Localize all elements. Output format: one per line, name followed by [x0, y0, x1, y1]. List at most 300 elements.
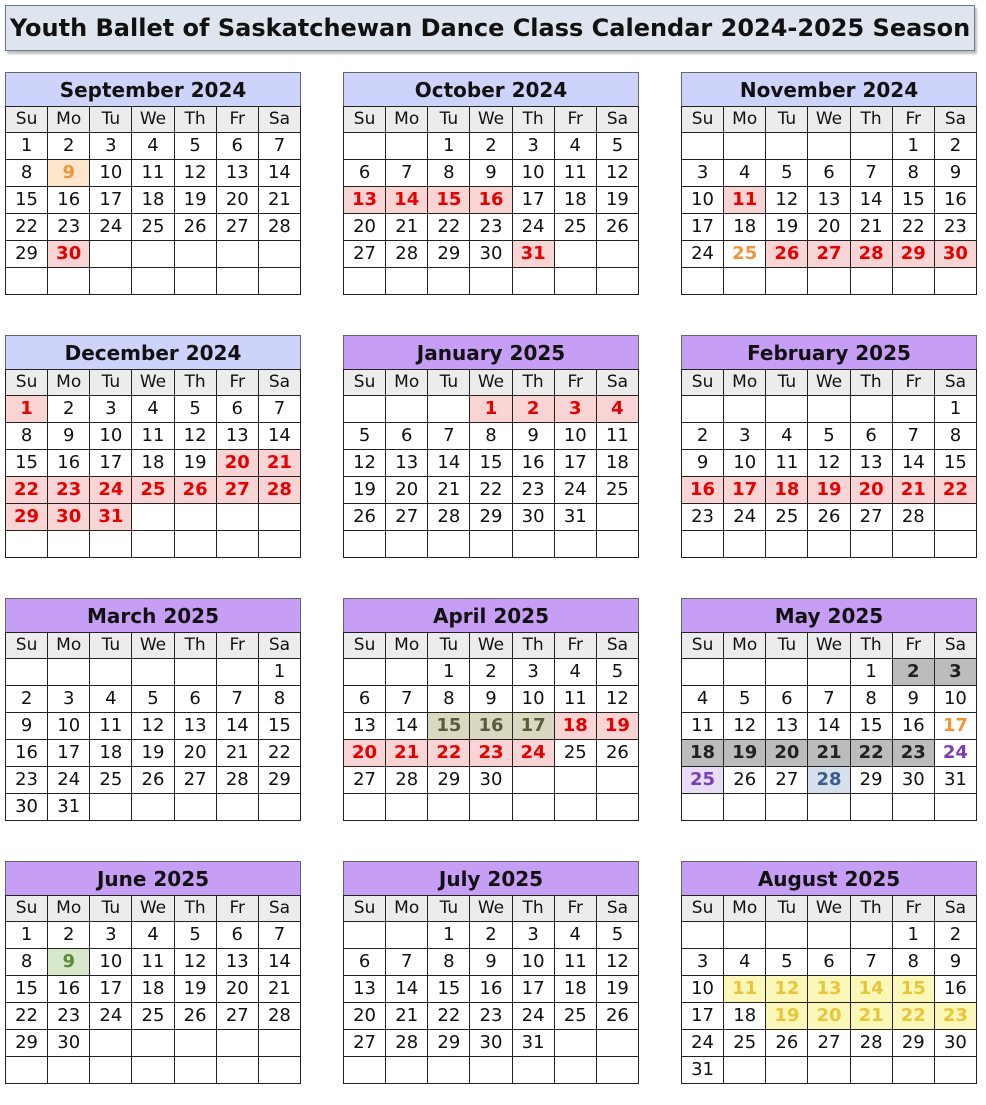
day-cell: 18	[132, 187, 174, 214]
day-cell: 4	[90, 686, 132, 713]
week-row	[344, 396, 639, 423]
day-cell: 21	[386, 214, 428, 241]
day-cell: 24	[48, 767, 90, 794]
week-row	[682, 450, 977, 477]
empty-cell	[470, 268, 512, 295]
day-cell: 20	[808, 1003, 850, 1030]
day-cell: 1	[6, 133, 48, 160]
day-cell: 12	[596, 686, 638, 713]
day-cell: 17	[512, 713, 554, 740]
day-cell: 5	[344, 423, 386, 450]
day-cell: 13	[808, 187, 850, 214]
weekday-header: Sa	[258, 896, 300, 922]
day-cell: 19	[344, 477, 386, 504]
day-cell: 17	[90, 187, 132, 214]
day-cell: 25	[554, 740, 596, 767]
day-cell: 11	[554, 160, 596, 187]
day-cell: 3	[48, 686, 90, 713]
weekday-header: Su	[682, 896, 724, 922]
empty-cell	[428, 268, 470, 295]
empty-cell	[132, 794, 174, 821]
day-cell: 7	[850, 949, 892, 976]
empty-cell	[216, 241, 258, 268]
day-cell: 13	[174, 713, 216, 740]
weekday-header: Fr	[216, 107, 258, 133]
weekday-header: Sa	[596, 633, 638, 659]
day-cell: 6	[344, 160, 386, 187]
day-cell: 8	[428, 949, 470, 976]
day-cell: 26	[174, 477, 216, 504]
day-cell: 9	[682, 450, 724, 477]
empty-cell	[344, 133, 386, 160]
day-cell: 3	[682, 949, 724, 976]
week-row	[682, 976, 977, 1003]
empty-cell	[850, 1057, 892, 1084]
day-cell: 31	[512, 241, 554, 268]
day-cell: 16	[682, 477, 724, 504]
day-cell: 30	[48, 504, 90, 531]
empty-cell	[766, 922, 808, 949]
weekday-header: Fr	[892, 370, 934, 396]
week-row	[6, 396, 301, 423]
week-row	[344, 133, 639, 160]
day-cell: 4	[554, 133, 596, 160]
day-cell: 18	[554, 713, 596, 740]
week-row	[6, 659, 301, 686]
day-cell: 7	[892, 423, 934, 450]
day-cell: 23	[512, 477, 554, 504]
day-cell: 26	[596, 1003, 638, 1030]
empty-cell	[808, 133, 850, 160]
empty-cell	[766, 794, 808, 821]
weekday-header: Th	[850, 633, 892, 659]
weekday-header: We	[808, 896, 850, 922]
day-cell: 20	[344, 740, 386, 767]
day-cell: 13	[386, 450, 428, 477]
day-cell: 28	[892, 504, 934, 531]
month-november-2024	[681, 72, 977, 295]
day-cell: 14	[850, 976, 892, 1003]
week-row	[682, 1057, 977, 1084]
day-cell: 26	[766, 241, 808, 268]
empty-cell	[596, 504, 638, 531]
day-cell: 27	[808, 241, 850, 268]
empty-cell	[258, 241, 300, 268]
day-cell: 14	[258, 160, 300, 187]
day-cell: 10	[512, 160, 554, 187]
empty-cell	[808, 659, 850, 686]
weekday-header: Sa	[934, 633, 976, 659]
day-cell: 23	[6, 767, 48, 794]
month-march-2025	[5, 598, 301, 821]
empty-cell	[174, 794, 216, 821]
day-cell: 8	[934, 423, 976, 450]
month-title: December 2024	[5, 335, 301, 369]
weekday-header: We	[808, 633, 850, 659]
day-cell: 21	[386, 1003, 428, 1030]
day-cell: 26	[132, 767, 174, 794]
day-cell: 16	[892, 713, 934, 740]
day-cell: 18	[132, 450, 174, 477]
empty-cell	[216, 504, 258, 531]
day-cell: 7	[216, 686, 258, 713]
week-row	[344, 214, 639, 241]
week-row	[6, 241, 301, 268]
day-cell: 11	[554, 686, 596, 713]
day-cell: 8	[850, 686, 892, 713]
day-cell: 30	[934, 1030, 976, 1057]
empty-cell	[554, 241, 596, 268]
week-row	[682, 423, 977, 450]
day-cell: 6	[386, 423, 428, 450]
weekday-header: Tu	[428, 896, 470, 922]
weekday-header: Th	[512, 896, 554, 922]
week-row	[6, 740, 301, 767]
day-cell: 12	[596, 949, 638, 976]
weekday-header: Mo	[386, 633, 428, 659]
day-cell: 25	[554, 214, 596, 241]
day-cell: 23	[682, 504, 724, 531]
day-cell: 14	[386, 187, 428, 214]
day-cell: 4	[724, 160, 766, 187]
empty-cell	[682, 794, 724, 821]
empty-cell	[766, 133, 808, 160]
day-cell: 8	[892, 160, 934, 187]
weekday-header: Mo	[724, 633, 766, 659]
weekday-header: We	[132, 633, 174, 659]
week-row	[6, 1057, 301, 1084]
week-row	[344, 477, 639, 504]
weekday-header: Mo	[48, 107, 90, 133]
day-cell: 30	[470, 1030, 512, 1057]
week-row	[682, 504, 977, 531]
empty-cell	[682, 659, 724, 686]
day-cell: 20	[344, 1003, 386, 1030]
day-cell: 1	[428, 922, 470, 949]
day-cell: 14	[258, 949, 300, 976]
day-cell: 9	[934, 949, 976, 976]
day-cell: 6	[808, 160, 850, 187]
empty-cell	[386, 1057, 428, 1084]
month-title: May 2025	[681, 598, 977, 632]
empty-cell	[90, 794, 132, 821]
empty-cell	[132, 659, 174, 686]
empty-cell	[808, 396, 850, 423]
day-cell: 27	[344, 241, 386, 268]
day-cell: 4	[554, 659, 596, 686]
weekday-header: Fr	[892, 107, 934, 133]
day-cell: 6	[216, 133, 258, 160]
empty-cell	[470, 794, 512, 821]
day-cell: 19	[132, 740, 174, 767]
month-august-2025	[681, 861, 977, 1084]
weekday-header: Sa	[934, 370, 976, 396]
day-cell: 10	[512, 949, 554, 976]
day-cell: 16	[934, 976, 976, 1003]
week-row	[344, 450, 639, 477]
day-cell: 15	[428, 187, 470, 214]
day-cell: 16	[934, 187, 976, 214]
day-cell: 8	[258, 686, 300, 713]
day-cell: 13	[216, 423, 258, 450]
day-cell: 5	[596, 133, 638, 160]
day-cell: 22	[6, 214, 48, 241]
day-cell: 23	[892, 740, 934, 767]
day-cell: 5	[808, 423, 850, 450]
weekday-header: Sa	[934, 107, 976, 133]
weekday-header: Tu	[428, 633, 470, 659]
day-cell: 18	[90, 740, 132, 767]
day-cell: 2	[48, 922, 90, 949]
day-cell: 20	[386, 477, 428, 504]
day-cell: 30	[48, 1030, 90, 1057]
day-cell: 27	[766, 767, 808, 794]
day-cell: 19	[596, 976, 638, 1003]
week-row	[6, 504, 301, 531]
day-cell: 23	[934, 214, 976, 241]
week-row	[682, 713, 977, 740]
weekday-header: Mo	[48, 633, 90, 659]
empty-cell	[850, 531, 892, 558]
day-cell: 16	[48, 976, 90, 1003]
day-cell: 22	[892, 1003, 934, 1030]
day-cell: 29	[428, 241, 470, 268]
day-cell: 11	[132, 423, 174, 450]
week-row	[344, 976, 639, 1003]
weekday-header: Mo	[386, 107, 428, 133]
day-cell: 1	[934, 396, 976, 423]
day-cell: 23	[48, 477, 90, 504]
day-cell: 8	[6, 423, 48, 450]
weekday-header: We	[132, 370, 174, 396]
day-cell: 21	[216, 740, 258, 767]
week-row	[6, 268, 301, 295]
day-cell: 20	[344, 214, 386, 241]
day-cell: 9	[934, 160, 976, 187]
day-cell: 17	[90, 976, 132, 1003]
day-cell: 13	[344, 976, 386, 1003]
week-row	[682, 187, 977, 214]
day-cell: 5	[174, 922, 216, 949]
weekday-header: Su	[682, 107, 724, 133]
week-row	[6, 1003, 301, 1030]
empty-cell	[90, 241, 132, 268]
empty-cell	[90, 1030, 132, 1057]
day-cell: 27	[174, 767, 216, 794]
day-cell: 17	[682, 1003, 724, 1030]
day-cell: 12	[174, 423, 216, 450]
day-cell: 15	[6, 187, 48, 214]
empty-cell	[808, 922, 850, 949]
day-cell: 10	[48, 713, 90, 740]
day-cell: 31	[682, 1057, 724, 1084]
weekday-header: Su	[344, 633, 386, 659]
week-row	[344, 504, 639, 531]
day-cell: 13	[766, 713, 808, 740]
day-cell: 26	[596, 214, 638, 241]
day-cell: 10	[682, 187, 724, 214]
week-row	[344, 794, 639, 821]
day-cell: 21	[386, 740, 428, 767]
day-cell: 29	[6, 504, 48, 531]
day-cell: 25	[724, 1030, 766, 1057]
week-row	[682, 686, 977, 713]
week-row	[6, 794, 301, 821]
day-cell: 6	[216, 922, 258, 949]
week-row	[682, 659, 977, 686]
day-cell: 15	[6, 976, 48, 1003]
empty-cell	[386, 133, 428, 160]
day-cell: 21	[808, 740, 850, 767]
week-row	[344, 1030, 639, 1057]
empty-cell	[724, 396, 766, 423]
week-row	[344, 531, 639, 558]
empty-cell	[344, 1057, 386, 1084]
empty-cell	[48, 1057, 90, 1084]
empty-cell	[596, 767, 638, 794]
empty-cell	[174, 504, 216, 531]
empty-cell	[132, 1057, 174, 1084]
day-cell: 14	[216, 713, 258, 740]
empty-cell	[258, 504, 300, 531]
week-row	[682, 1003, 977, 1030]
day-cell: 25	[682, 767, 724, 794]
day-cell: 9	[48, 949, 90, 976]
day-cell: 8	[6, 949, 48, 976]
empty-cell	[934, 268, 976, 295]
day-cell: 2	[682, 423, 724, 450]
day-cell: 3	[512, 133, 554, 160]
day-cell: 26	[174, 214, 216, 241]
day-cell: 8	[6, 160, 48, 187]
weekday-header: Sa	[258, 370, 300, 396]
week-row	[682, 268, 977, 295]
empty-cell	[596, 241, 638, 268]
day-cell: 6	[850, 423, 892, 450]
empty-cell	[934, 504, 976, 531]
weekday-header: Fr	[554, 370, 596, 396]
weekday-header: Mo	[724, 896, 766, 922]
day-cell: 22	[6, 1003, 48, 1030]
week-row	[6, 767, 301, 794]
empty-cell	[766, 1057, 808, 1084]
day-cell: 24	[554, 477, 596, 504]
weekday-header: Fr	[554, 633, 596, 659]
day-cell: 31	[934, 767, 976, 794]
day-cell: 9	[470, 949, 512, 976]
empty-cell	[386, 268, 428, 295]
day-cell: 14	[808, 713, 850, 740]
empty-cell	[174, 241, 216, 268]
week-row	[682, 949, 977, 976]
day-cell: 23	[470, 214, 512, 241]
weekday-header: We	[132, 896, 174, 922]
empty-cell	[724, 794, 766, 821]
week-row	[6, 160, 301, 187]
day-cell: 19	[174, 450, 216, 477]
day-cell: 21	[258, 450, 300, 477]
day-cell: 25	[132, 1003, 174, 1030]
empty-cell	[554, 767, 596, 794]
day-cell: 30	[934, 241, 976, 268]
month-title: October 2024	[343, 72, 639, 106]
empty-cell	[386, 659, 428, 686]
day-cell: 12	[596, 160, 638, 187]
empty-cell	[428, 396, 470, 423]
day-cell: 11	[554, 949, 596, 976]
weekday-header: Sa	[934, 896, 976, 922]
weekday-header: We	[470, 633, 512, 659]
day-cell: 22	[428, 214, 470, 241]
day-cell: 15	[892, 976, 934, 1003]
day-cell: 1	[6, 922, 48, 949]
week-row	[344, 922, 639, 949]
day-cell: 2	[48, 396, 90, 423]
day-cell: 4	[132, 396, 174, 423]
empty-cell	[808, 794, 850, 821]
day-cell: 5	[724, 686, 766, 713]
day-cell: 16	[470, 976, 512, 1003]
empty-cell	[512, 767, 554, 794]
weekday-header: Fr	[892, 896, 934, 922]
day-cell: 25	[132, 214, 174, 241]
day-cell: 24	[934, 740, 976, 767]
week-row	[682, 214, 977, 241]
day-cell: 27	[216, 1003, 258, 1030]
day-cell: 17	[934, 713, 976, 740]
day-cell: 21	[892, 477, 934, 504]
week-row	[6, 531, 301, 558]
weekday-header: Mo	[724, 107, 766, 133]
day-cell: 15	[934, 450, 976, 477]
day-cell: 14	[258, 423, 300, 450]
month-may-2025	[681, 598, 977, 821]
day-cell: 19	[808, 477, 850, 504]
day-cell: 3	[724, 423, 766, 450]
empty-cell	[48, 268, 90, 295]
day-cell: 18	[724, 214, 766, 241]
day-cell: 23	[470, 740, 512, 767]
month-february-2025	[681, 335, 977, 558]
weekday-header: Mo	[724, 370, 766, 396]
day-cell: 1	[258, 659, 300, 686]
empty-cell	[934, 794, 976, 821]
day-cell: 7	[850, 160, 892, 187]
empty-cell	[682, 922, 724, 949]
day-cell: 3	[682, 160, 724, 187]
weekday-header: Mo	[48, 896, 90, 922]
day-cell: 1	[428, 659, 470, 686]
day-cell: 27	[216, 214, 258, 241]
day-cell: 6	[766, 686, 808, 713]
day-cell: 17	[90, 450, 132, 477]
day-cell: 3	[90, 133, 132, 160]
day-cell: 18	[132, 976, 174, 1003]
day-cell: 9	[6, 713, 48, 740]
day-cell: 29	[6, 241, 48, 268]
day-cell: 16	[48, 187, 90, 214]
weekday-header: Tu	[766, 896, 808, 922]
empty-cell	[850, 794, 892, 821]
week-row	[6, 922, 301, 949]
week-row	[6, 423, 301, 450]
empty-cell	[90, 659, 132, 686]
week-row	[344, 740, 639, 767]
empty-cell	[596, 268, 638, 295]
day-cell: 9	[512, 423, 554, 450]
day-cell: 29	[892, 1030, 934, 1057]
day-cell: 16	[48, 450, 90, 477]
